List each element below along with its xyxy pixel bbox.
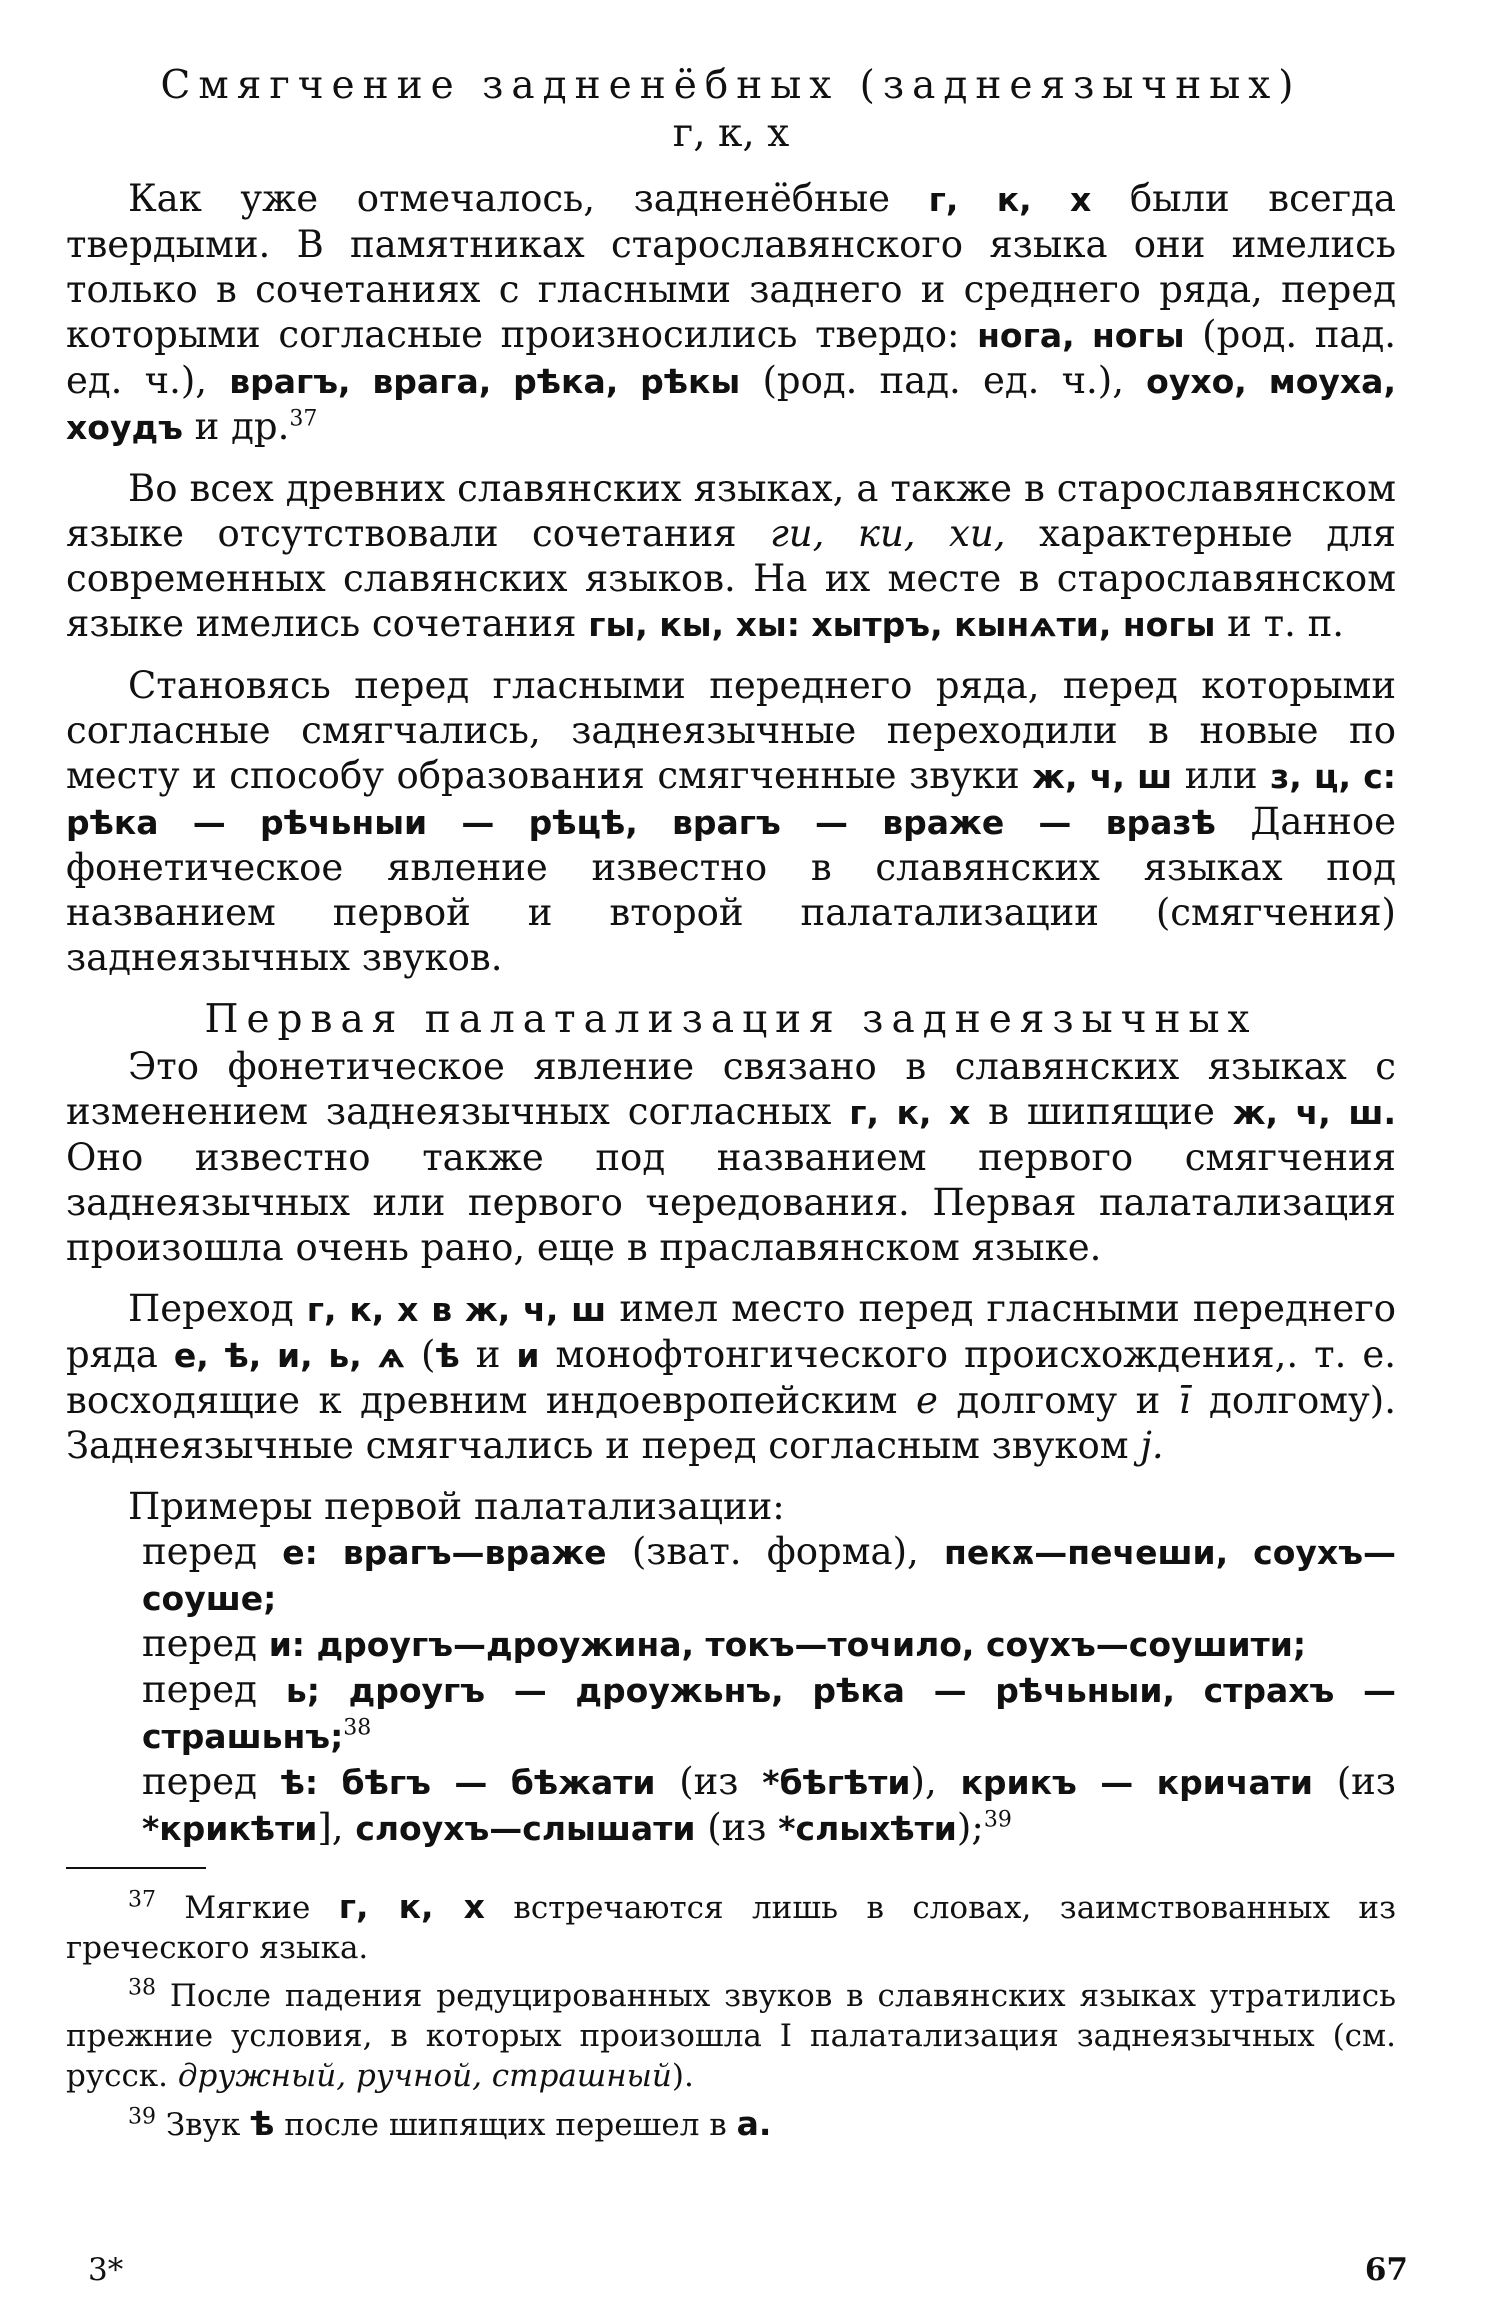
- footnote-divider: [66, 1867, 206, 1869]
- footnote-ref-38: 38: [343, 1715, 372, 1741]
- footnote-37: $^{37}$ Мягкие г, к, х встречаются лишь в словах, заимствованных из греческого языка.: [66, 1887, 1396, 1966]
- paragraph-3: Становясь перед гласными переднего ряда, перед которыми согласные смягчались, заднеязычные переходили в новые по месту и способу образования смягченные звуки ж, ч, ш или з, ц, с: рѣка — рѣчьныи — рѣцѣ, врагъ — враже — вразѣ Данное фонетическое явление известно в славянских языках под названием первой и второй палатализации (смягчения) заднеязычных звуков.: [66, 664, 1396, 979]
- section-title-1: Смягчение задненёбных (заднеязычных): [160, 63, 1302, 108]
- example-line-1: перед е: врагъ—враже (зват. форма), пекѫ—печеши, соухъ—соуше;: [142, 1530, 1396, 1618]
- paragraph-5: Переход г, к, х в ж, ч, ш имел место перед гласными переднего ряда е, ѣ, и, ь, ѧ (ѣ и и монофтонгического происхождения,. т. е. восходящие к древним индоевропейским е долгому и ī долгому). Заднеязычные смягчались и перед согласным звуком j.: [66, 1287, 1397, 1467]
- page-number: 67: [1364, 2252, 1408, 2288]
- example-line-4: перед ѣ: бѣгъ — бѣжати (из *бѣгѣти), крикъ — кричати (из *крикѣти], слоухъ—слышати (из *слыхѣти);$^{39}$: [142, 1760, 1396, 1849]
- section-title-2: Первая палатализация заднеязычных: [204, 997, 1258, 1042]
- example-line-3: перед ь; дроугъ — дроужьнъ, рѣка — рѣчьныи, страхъ — страшьнъ;$^{38}$: [142, 1668, 1396, 1756]
- page-content: [66, 62, 1396, 2153]
- footnote-ref-39: 39: [983, 1807, 1012, 1833]
- footnote-ref-37: 37: [289, 406, 318, 432]
- signature-mark: 3*: [88, 2252, 124, 2288]
- paragraph-2: Во всех древних славянских языках, а также в старославянском языке отсутствовали сочетания ги, ки, хи, характерные для современных славянских языков. На их месте в старославянском языке имелись сочетания гы, кы, хы: хытръ, кынѧти, ногы и т. п.: [66, 467, 1396, 645]
- paragraph-6: Примеры первой палатализации:: [128, 1485, 785, 1528]
- example-line-2: перед и: дроугъ—дроужина, токъ—точило, соухъ—соушити;: [142, 1622, 1307, 1665]
- paragraph-1: Как уже отмечалось, задненёбные г, к, х были всегда твердыми. В памятниках старославянского языка они имелись только в сочетаниях с гласными заднего и среднего ряда, перед которыми согласные произносились твердо: нога, ногы (род. пад. ед. ч.), врагъ, врага, рѣка, рѣкы (род. пад. ед. ч.), оухо, моуха, хоудъ и др.$^{37}$: [66, 177, 1396, 448]
- section-subtitle-1: г, к, х: [672, 111, 790, 156]
- footnote-38: $^{38}$ После падения редуцированных звуков в славянских языках утратились прежние условия, в которых произошла I палатализация заднеязычных (см. русск. дружный, ручной, страшный).: [66, 1975, 1396, 2094]
- footnote-39: $^{39}$ Звук ѣ после шипящих перешел в а.: [128, 2104, 772, 2143]
- paragraph-4: Это фонетическое явление связано в славянских языках с изменением заднеязычных согласных г, к, х в шипящие ж, ч, ш. Оно известно также под названием первого смягчения заднеязычных или первого чередования. Первая палатализация произошла очень рано, еще в праславянском языке.: [66, 1045, 1396, 1269]
